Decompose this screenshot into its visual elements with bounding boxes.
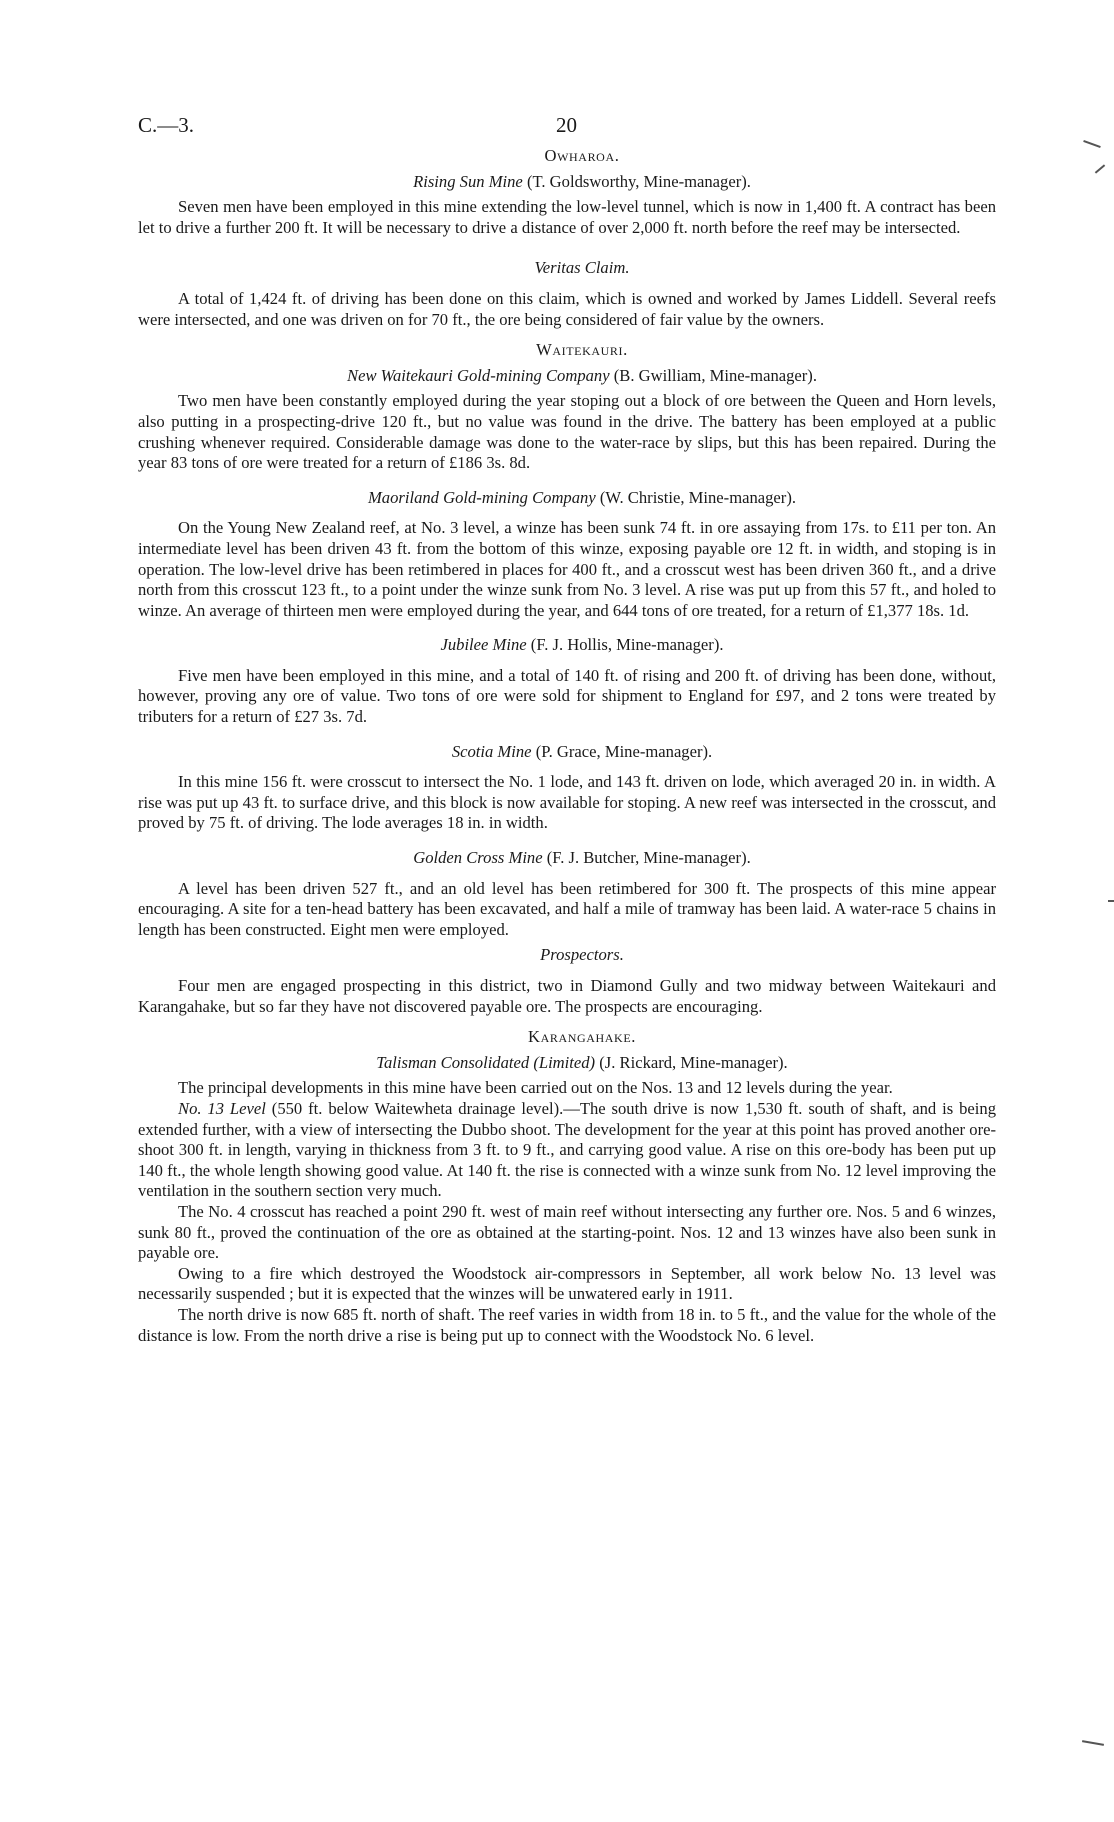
mine-manager: (W. Christie, Mine-manager). [599,487,796,507]
district-heading-karangahake: Karangahake. [528,1027,636,1047]
paragraph: A level has been driven 527 ft., and an old level has been retimbered for 300 ft. The prospects of this mine appear encouraging. A site for a ten-head battery has been excavated, and half a mile of tramway has been laid. A water-race 5 chains in length has been constructed. Eight men were employed. [138,878,996,939]
level-text: (550 ft. below Waitewheta drainage level).—The south drive is now 1,530 ft. south of shaft, and is being extended further, with a view of intersecting the Dubbo shoot. The development for the year at this point has proved another ore-shoot 300 ft. in length, varying in thickness from 3 ft. to 9 ft., and carrying good value. A rise on this ore-body has been put up 140 ft., the whole length showing good value. At 140 ft. the rise is connected with a winze sunk from No. 12 level improving the ventilation in the southern section very much. [138,1098,996,1201]
paragraph: Five men have been employed in this mine, and a total of 140 ft. of rising and 200 ft. of driving has been done, without, however, proving any ore of value. Two tons of ore were sold for shipment to England for £97, and 2 tons were treated by tributers for a return of £27 3s. 7d. [138,665,996,727]
paragraph: Seven men have been employed in this mine extending the low-level tunnel, which is now in 1,400 ft. A contract has been let to drive a further 200 ft. It will be necessary to drive a distance of over 2,000 ft. north before the reef may be intersected. [138,197,996,237]
paragraph: The No. 4 crosscut has reached a point 290 ft. west of main reef without intersecting any further ore. Nos. 5 and 6 winzes, sunk 80 ft., proved the continuation of the ore as obtained at the starting-point. Nos. 12 and 13 winzes have also been sunk in payable ore. [138,1201,996,1263]
mine-manager: (F. J. Hollis, Mine-manager). [530,635,724,655]
scan-mark [1082,1740,1104,1746]
page-number: 20 [556,113,577,137]
paragraph: Owing to a fire which destroyed the Woodstock air-compressors in September, all work below No. 13 level was necessarily suspended ; but it is expected that the winzes will be unwatered early in 1911. [138,1263,996,1304]
paragraph: A total of 1,424 ft. of driving has been done on this claim, which is owned and worked by James Liddell. Several reefs were intersected, and one was driven on for 70 ft., the ore being considered of fair value by the owners. [138,288,996,329]
mine-manager: (B. Gwilliam, Mine-manager). [613,365,817,385]
mine-name: New Waitekauri Gold-mining Company [347,365,610,385]
mine-manager: (J. Rickard, Mine-manager). [599,1052,788,1072]
paragraph: Four men are engaged prospecting in this district, two in Diamond Gully and two midway between Waitekauri and Karangahake, but so far they have not discovered payable ore. The prospects are encouraging. [138,976,996,1016]
mine-name: Golden Cross Mine [413,848,543,868]
paragraph [138,1099,996,1202]
mine-manager: (P. Grace, Mine-manager). [535,741,713,761]
section-heading-prospectors: Prospectors. [540,945,624,965]
mine-heading-jubilee [138,635,996,656]
page-body [138,146,996,1346]
mine-name: Maoriland Gold-mining Company [367,487,596,507]
mine-manager: (T. Goldsworthy, Mine-manager). [526,171,751,191]
mine-name: Talisman Consolidated (Limited) [376,1052,596,1072]
mine-heading-golden-cross [138,848,996,869]
paragraph: In this mine 156 ft. were crosscut to intersect the No. 1 lode, and 143 ft. driven on lode, which averaged 20 in. in width. A rise was put up 43 ft. to surface drive, and this block is now available for stoping. A new reef was intersected in the crosscut, and proved by 75 ft. of driving. The lode averages 18 in. in width. [138,772,996,833]
mine-heading-veritas: Veritas Claim. [534,258,630,278]
mine-heading-new-waitekauri [138,366,996,387]
district-heading-waitekauri: Waitekauri. [536,340,628,360]
paragraph: Two men have been constantly employed during the year stoping out a block of ore between the Queen and Horn levels, also putting in a prospecting-drive 120 ft., but no value was found in the drive. The battery has been employed at a public crushing whenever required. Considerable damage was done to the water-race by slips, but this has been repaired. During the year 83 tons of ore were treated for a return of £186 3s. 8d. [138,391,996,473]
paragraph: On the Young New Zealand reef, at No. 3 level, a winze has been sunk 74 ft. in ore assaying from 17s. to £11 per ton. An intermediate level has been driven 43 ft. from the bottom of this winze, exposing payable ore 12 ft. in width, and stoping is in operation. The low-level drive has been retimbered in places for 400 ft., and a crosscut west has been driven 360 ft., and a drive north from this crosscut 123 ft., to a point under the winze sunk from No. 3 level. A rise was put up from this 57 ft., and holed to winze. An average of thirteen men were employed during the year, and 644 tons of ore treated, for a return of £1,377 18s. 1d. [138,518,996,620]
document-reference: C.—3. [138,113,195,137]
mine-heading-maoriland [138,488,996,509]
paragraph: The principal developments in this mine have been carried out on the Nos. 13 and 12 levels during the year. [178,1078,893,1098]
mine-heading-scotia [138,742,996,763]
mine-name: Rising Sun Mine [413,171,523,191]
level-heading: No. 13 Level [178,1098,266,1118]
mine-name: Jubilee Mine [440,635,527,655]
mine-heading-talisman [138,1053,996,1074]
scan-mark [1108,900,1114,902]
district-heading-owharoa: Owharoa. [544,146,620,165]
mine-name: Scotia Mine [451,741,532,761]
scan-mark [1095,164,1105,173]
mine-heading-rising-sun [138,172,996,193]
scan-mark [1083,140,1101,148]
mine-manager: (F. J. Butcher, Mine-manager). [546,848,751,868]
paragraph: The north drive is now 685 ft. north of shaft. The reef varies in width from 18 in. to 5 ft., and the value for the whole of the distance is low. From the north drive a rise is being put up to connect with the Woodstock No. 6 level. [138,1304,996,1345]
